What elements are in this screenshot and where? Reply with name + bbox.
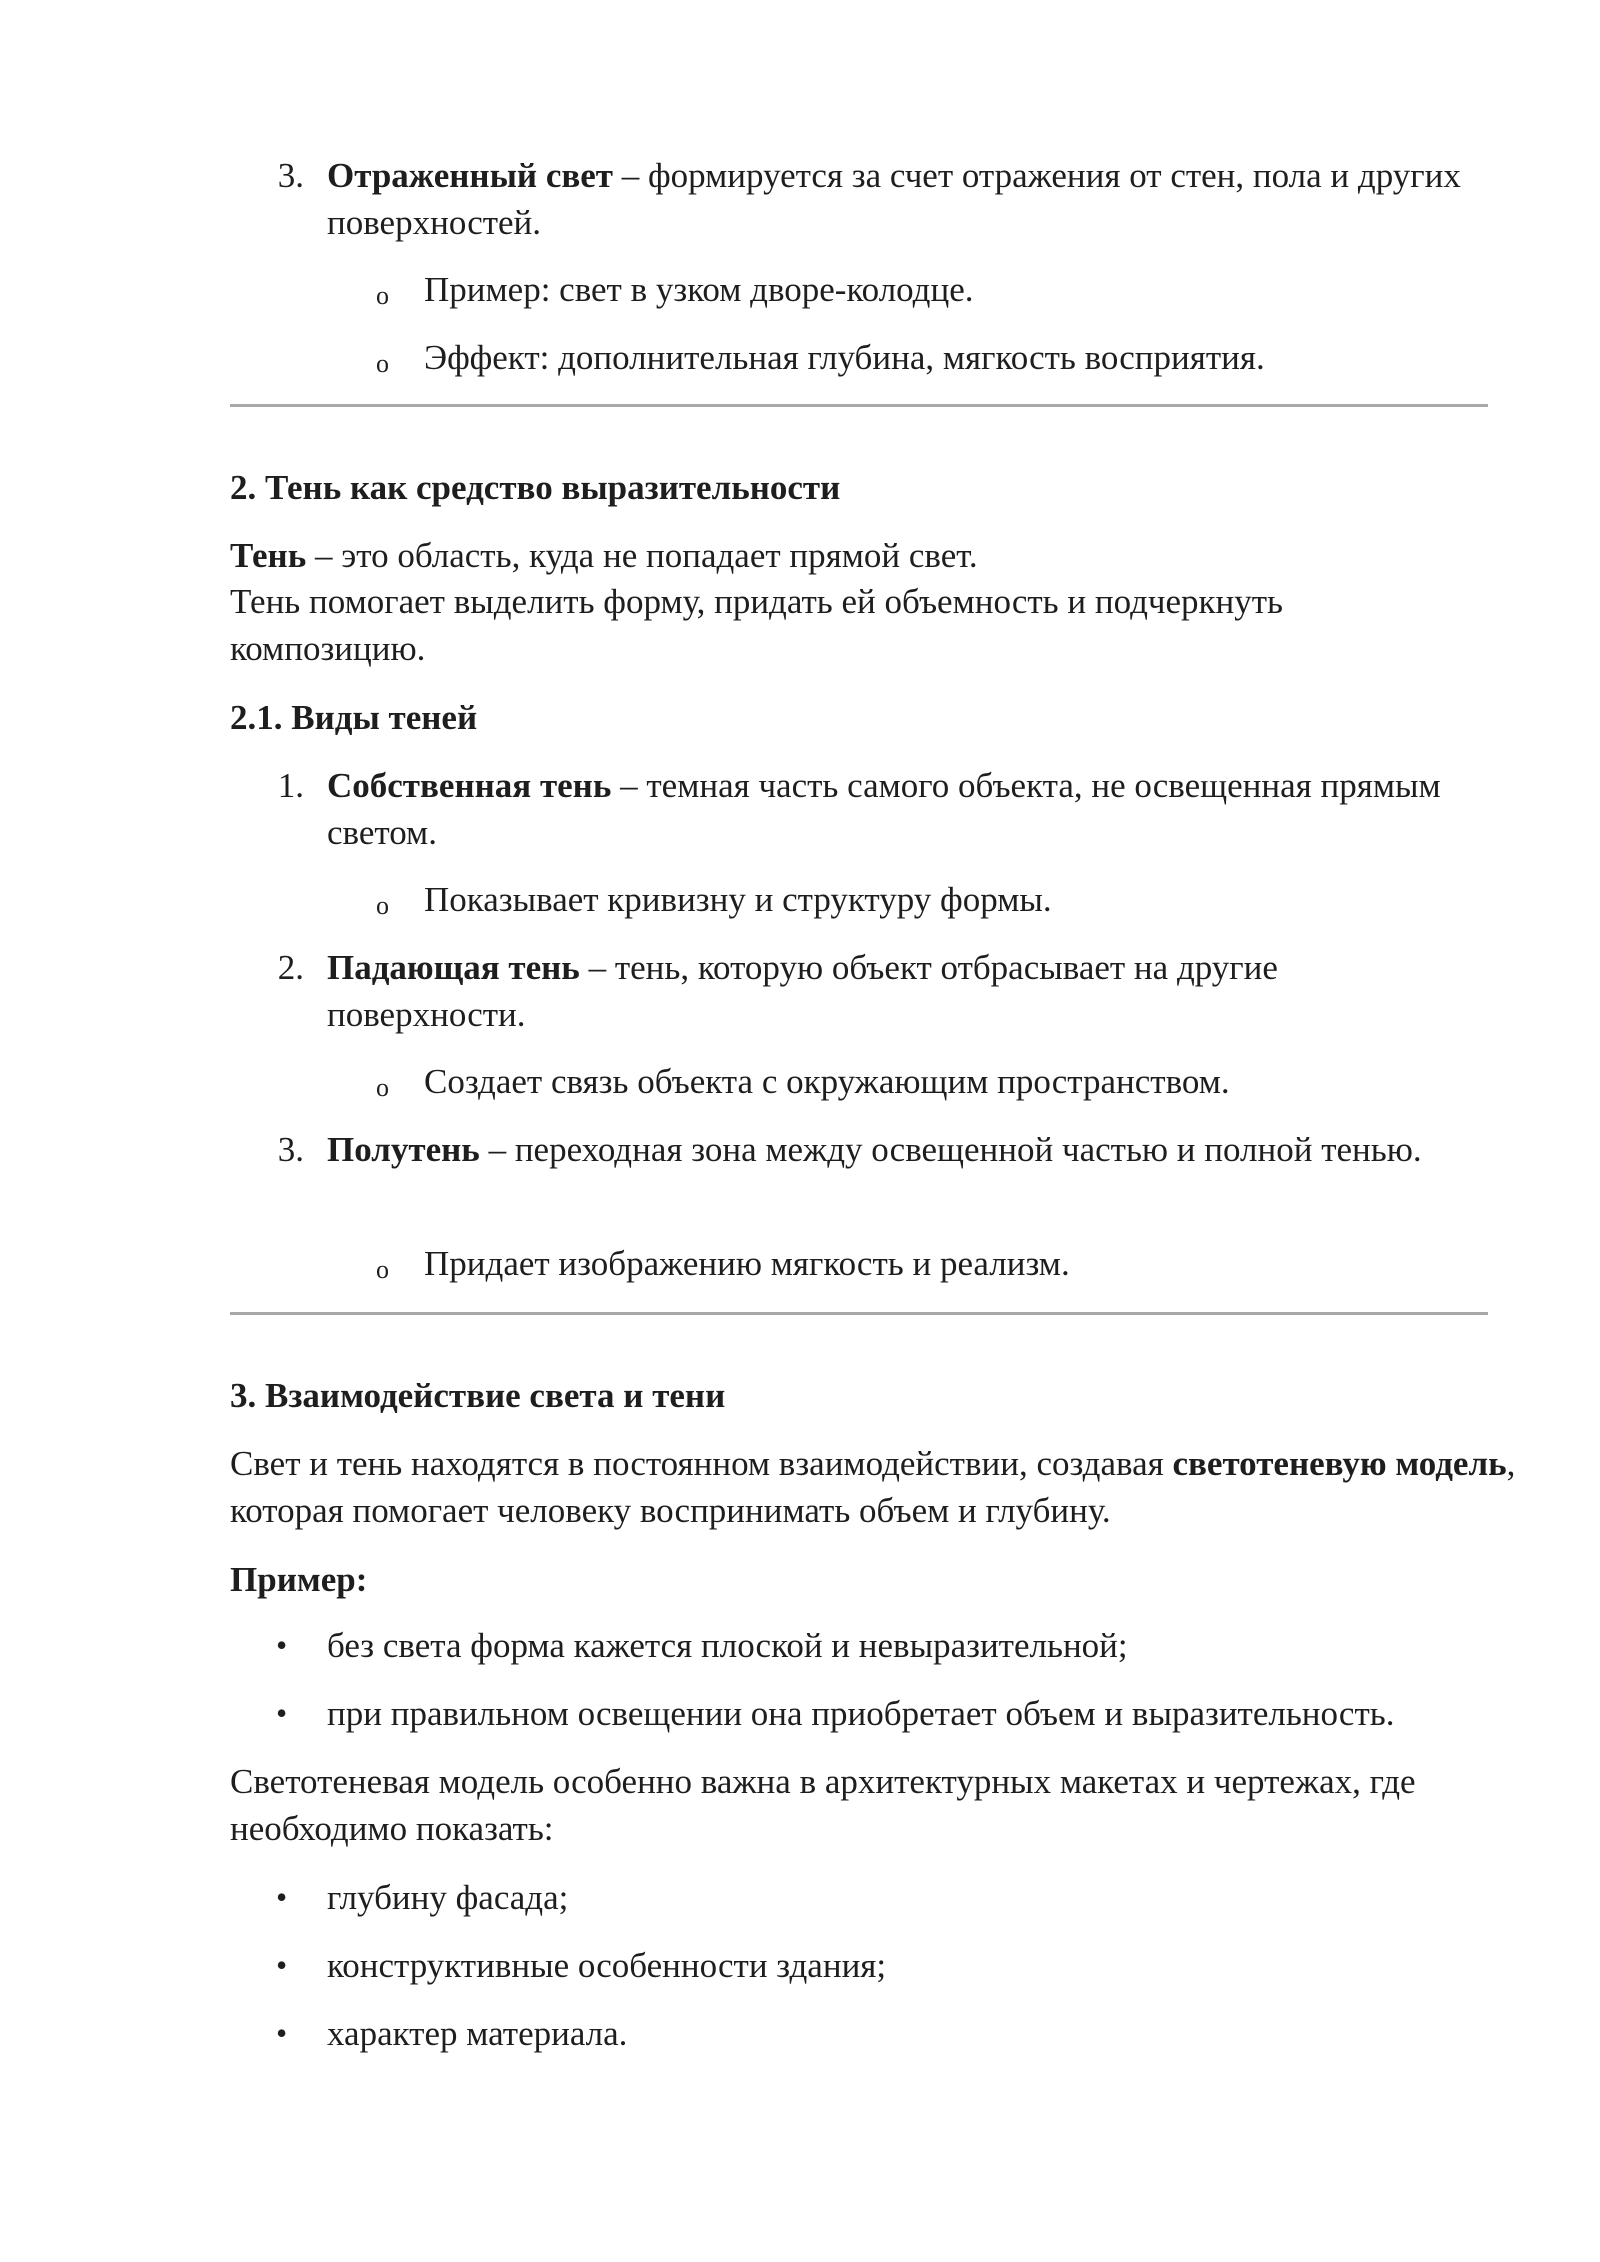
list-item-text: Падающая тень – тень, которую объект отбрасывает на другие поверхности. bbox=[327, 948, 1278, 1034]
bullet-item-text: характер материала. bbox=[327, 2014, 628, 2053]
sub-bullet: o bbox=[376, 281, 389, 310]
section-heading: 3. Взаимодействие света и тени bbox=[230, 1376, 726, 1415]
sub-bullet: o bbox=[376, 891, 389, 920]
sub-item-text: Показывает кривизну и структуру формы. bbox=[424, 880, 1052, 919]
term: Собственная тень bbox=[327, 766, 612, 805]
bullet: • bbox=[276, 2015, 288, 2051]
term: Падающая тень bbox=[327, 948, 580, 987]
list-number: 3. bbox=[277, 156, 304, 195]
bullet: • bbox=[276, 1879, 288, 1915]
bullet: • bbox=[276, 1627, 288, 1663]
sub-item-text: Создает связь объекта с окружающим пространством. bbox=[424, 1062, 1230, 1101]
term: Тень bbox=[230, 536, 307, 575]
paragraph: Светотеневая модель особенно важна в архитектурных макетах и чертежах, где необходимо показать: bbox=[230, 1762, 1416, 1848]
term: Полутень bbox=[327, 1130, 480, 1169]
list-number: 1. bbox=[277, 766, 304, 805]
sub-bullet: o bbox=[376, 1073, 389, 1102]
term: светотеневую модель bbox=[1172, 1444, 1507, 1483]
term: Отраженный свет bbox=[327, 156, 613, 195]
sub-item-text: Пример: свет в узком дворе-колодце. bbox=[424, 270, 974, 309]
bullet-item-text: при правильном освещении она приобретает объем и выразительность. bbox=[327, 1694, 1395, 1733]
list-item-text: Собственная тень – темная часть самого объекта, не освещенная прямым светом. bbox=[327, 766, 1441, 852]
sub-item-text: Придает изображению мягкость и реализм. bbox=[424, 1244, 1070, 1283]
list-item-text: Отраженный свет – формируется за счет отражения от стен, пола и других поверхностей. bbox=[327, 156, 1461, 242]
list-item-text: Полутень – переходная зона между освещенной частью и полной тенью. bbox=[327, 1130, 1422, 1169]
horizontal-rule bbox=[230, 1312, 1488, 1315]
paragraph: Свет и тень находятся в постоянном взаимодействии, создавая светотеневую модель, которая помогает человеку воспринимать объем и глубину. bbox=[230, 1444, 1516, 1530]
section-heading: 2. Тень как средство выразительности bbox=[230, 468, 841, 507]
paragraph: Тень – это область, куда не попадает прямой свет. bbox=[230, 536, 978, 575]
bullet-item-text: глубину фасада; bbox=[327, 1878, 569, 1917]
sub-bullet: o bbox=[376, 349, 389, 378]
subsection-heading: 2.1. Виды теней bbox=[230, 698, 478, 737]
bullet-item-text: конструктивные особенности здания; bbox=[327, 1946, 887, 1985]
sub-bullet: o bbox=[376, 1255, 389, 1284]
example-label: Пример: bbox=[230, 1560, 368, 1599]
bullet: • bbox=[276, 1947, 288, 1983]
list-number: 2. bbox=[277, 948, 304, 987]
horizontal-rule bbox=[230, 404, 1488, 407]
bullet-item-text: без света форма кажется плоской и невыразительной; bbox=[327, 1626, 1128, 1665]
bullet: • bbox=[276, 1695, 288, 1731]
sub-item-text: Эффект: дополнительная глубина, мягкость восприятия. bbox=[424, 338, 1265, 377]
list-number: 3. bbox=[277, 1130, 304, 1169]
paragraph: Тень помогает выделить форму, придать ей объемность и подчеркнуть композицию. bbox=[230, 582, 1284, 668]
